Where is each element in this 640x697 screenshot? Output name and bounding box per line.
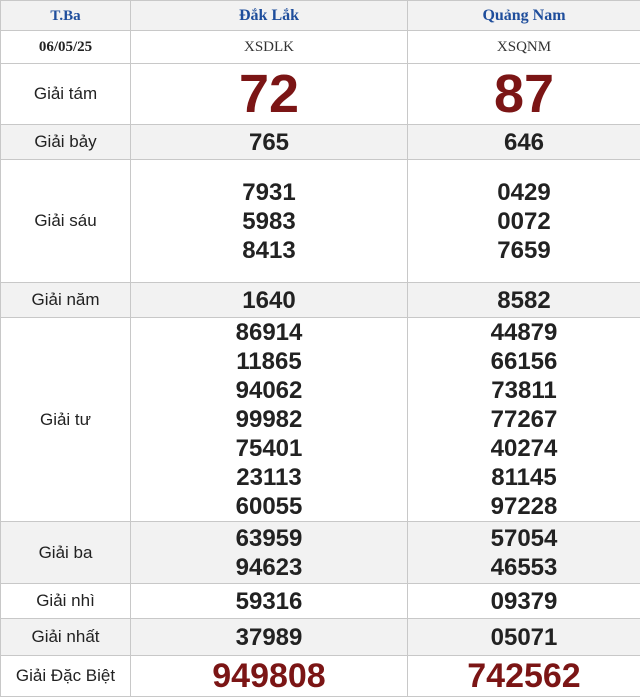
province-name-dak-lak[interactable]: Đắk Lắk: [239, 7, 299, 24]
prize-cell-quang-nam: [408, 64, 640, 125]
lottery-code-dak-lak: XSDLK: [244, 39, 294, 55]
prize-number: 94623: [131, 553, 407, 582]
prize-cell-dak-lak: [131, 283, 408, 318]
prize-cell-quang-nam: [408, 522, 640, 584]
prize-row-g3: [1, 522, 640, 584]
prize-number: 11865: [131, 347, 407, 376]
prize-label: Giải ba: [1, 522, 131, 584]
prize-cell-dak-lak: [131, 522, 408, 584]
prize-number: 765: [249, 129, 289, 156]
prize-number: 63959: [131, 524, 407, 553]
prize-number: 86914: [131, 318, 407, 347]
prize-label: Giải năm: [1, 283, 131, 318]
special-prize-number: 949808: [212, 657, 325, 695]
prize-number: 97228: [408, 492, 640, 521]
date-cell: [1, 31, 131, 64]
prize-cell-quang-nam: [408, 283, 640, 318]
prize-number: 09379: [491, 588, 558, 615]
prize-number: 66156: [408, 347, 640, 376]
prize-row-g1: [1, 619, 640, 656]
prize-cell-dak-lak: [131, 64, 408, 125]
prize-number: 05071: [491, 624, 558, 651]
prize-cell-quang-nam: [408, 619, 640, 656]
prize-label: Giải bảy: [1, 125, 131, 160]
prize-label: Giải Đặc Biệt: [1, 656, 131, 697]
draw-date: 06/05/25: [39, 39, 92, 55]
prize-cell-dak-lak: [131, 125, 408, 160]
prize-number: 7931: [131, 178, 407, 207]
day-label: [1, 1, 131, 31]
province-header-quang-nam[interactable]: [408, 1, 640, 31]
prize-number: 44879: [408, 318, 640, 347]
code-cell-dak-lak: [131, 31, 408, 64]
prize-label: Giải tư: [1, 318, 131, 522]
prize-number: 99982: [131, 405, 407, 434]
prize-number: 23113: [131, 463, 407, 492]
prize-label: Giải nhất: [1, 619, 131, 656]
subheader-row: [1, 31, 640, 64]
prize-label: Giải sáu: [1, 160, 131, 283]
prize-number: 73811: [408, 376, 640, 405]
prize-cell-dak-lak: [131, 619, 408, 656]
prize-number: 37989: [236, 624, 303, 651]
prize-number: 1640: [242, 287, 295, 314]
prize-row-g7: [1, 125, 640, 160]
prize-number: 40274: [408, 434, 640, 463]
prize-number: 8413: [131, 236, 407, 265]
prize-number: 59316: [236, 588, 303, 615]
prize-row-g5: [1, 283, 640, 318]
prize-number: 81145: [408, 463, 640, 492]
lottery-code-quang-nam: XSQNM: [497, 39, 551, 55]
prize-number: 646: [504, 129, 544, 156]
prize-number: 7659: [408, 236, 640, 265]
prize-cell-quang-nam: [408, 656, 640, 697]
prize-label: Giải tám: [1, 64, 131, 125]
prize-cell-quang-nam: [408, 318, 640, 522]
prize-cell-dak-lak: [131, 318, 408, 522]
header-row: [1, 1, 640, 31]
prize-number: 5983: [131, 207, 407, 236]
prize-number: 75401: [131, 434, 407, 463]
prize-row-g2: [1, 584, 640, 619]
prize-row-g6: [1, 160, 640, 283]
prize-number: 72: [239, 64, 299, 124]
prize-cell-dak-lak: [131, 584, 408, 619]
prize-number: 87: [494, 64, 554, 124]
prize-cell-quang-nam: [408, 160, 640, 283]
prize-row-g4: [1, 318, 640, 522]
prize-number: 57054: [408, 524, 640, 553]
prize-number: 77267: [408, 405, 640, 434]
province-header-dak-lak[interactable]: [131, 1, 408, 31]
prize-cell-quang-nam: [408, 584, 640, 619]
prize-number: 46553: [408, 553, 640, 582]
prize-number: 94062: [131, 376, 407, 405]
prize-label: Giải nhì: [1, 584, 131, 619]
code-cell-quang-nam: [408, 31, 640, 64]
prize-number: 8582: [497, 287, 550, 314]
prize-number: 0072: [408, 207, 640, 236]
prize-cell-dak-lak: [131, 656, 408, 697]
prize-cell-dak-lak: [131, 160, 408, 283]
prize-row-g8: [1, 64, 640, 125]
prize-number: 60055: [131, 492, 407, 521]
prize-number: 0429: [408, 178, 640, 207]
prize-row-special: [1, 656, 640, 697]
province-name-quang-nam[interactable]: Quảng Nam: [482, 7, 565, 24]
prize-cell-quang-nam: [408, 125, 640, 160]
special-prize-number: 742562: [467, 657, 580, 695]
day-text: T.Ba: [50, 8, 80, 24]
